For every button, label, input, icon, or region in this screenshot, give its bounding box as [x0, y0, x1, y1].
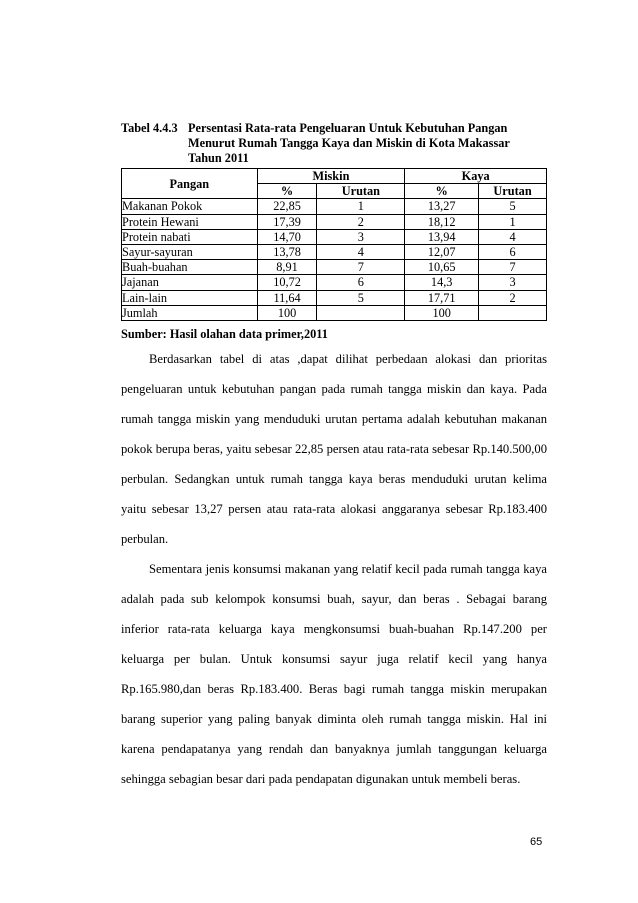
table-caption-line-3: Tahun 2011	[188, 151, 249, 165]
cell-pangan: Protein Hewani	[122, 214, 258, 229]
header-miskin-urutan: Urutan	[317, 184, 405, 199]
cell-miskin-urutan: 7	[317, 260, 405, 275]
cell-miskin-urutan: 1	[317, 199, 405, 214]
table-row	[122, 275, 547, 290]
table-row	[122, 229, 547, 244]
cell-kaya-percent: 14,3	[405, 275, 479, 290]
header-miskin-percent: %	[257, 184, 317, 199]
table-row	[122, 260, 547, 275]
table-caption	[121, 121, 561, 166]
cell-miskin-percent: 14,70	[257, 229, 317, 244]
cell-pangan: Protein nabati	[122, 229, 258, 244]
cell-miskin-percent: 8,91	[257, 260, 317, 275]
header-pangan: Pangan	[122, 169, 258, 199]
cell-kaya-urutan: 7	[479, 260, 547, 275]
cell-miskin-percent: 100	[257, 305, 317, 320]
header-kaya: Kaya	[405, 169, 547, 184]
table-caption-line-1: Persentasi Rata-rata Pengeluaran Untuk Kebutuhan Pangan	[188, 121, 508, 135]
cell-kaya-urutan: 2	[479, 290, 547, 305]
cell-miskin-percent: 13,78	[257, 245, 317, 260]
cell-miskin-urutan: 6	[317, 275, 405, 290]
paragraph: Sementara jenis konsumsi makanan yang relatif kecil pada rumah tangga kaya adalah pada sub kelompok konsumsi buah, sayur, dan beras . Sebagai barang inferior rata-rata keluarga kaya mengkonsumsi buah-buahan Rp.147.200 per keluarga per bulan. Untuk konsumsi sayur juga relatif kecil yang hanya Rp.165.980,dan beras Rp.183.400. Beras bagi rumah tangga miskin merupakan barang superior yang paling banyak diminta oleh rumah tangga miskin. Hal ini karena pendapatanya yang rendah dan banyaknya jumlah tanggungan keluarga sehingga sebagian besar dari pada pendapatan digunakan untuk membeli beras.	[121, 562, 547, 786]
table-source: Sumber: Hasil olahan data primer,2011	[121, 327, 328, 341]
cell-pangan: Jumlah	[122, 305, 258, 320]
cell-pangan: Sayur-sayuran	[122, 245, 258, 260]
cell-kaya-urutan: 6	[479, 245, 547, 260]
data-table	[121, 168, 547, 321]
cell-kaya-percent: 12,07	[405, 245, 479, 260]
cell-pangan: Buah-buahan	[122, 260, 258, 275]
cell-kaya-urutan: 4	[479, 229, 547, 244]
page-number: 65	[530, 836, 543, 848]
cell-pangan: Makanan Pokok	[122, 199, 258, 214]
header-kaya-urutan: Urutan	[479, 184, 547, 199]
cell-kaya-percent: 13,94	[405, 229, 479, 244]
table-row	[122, 245, 547, 260]
cell-miskin-urutan: 5	[317, 290, 405, 305]
table-row-total	[122, 305, 547, 320]
table-caption-line-2: Menurut Rumah Tangga Kaya dan Miskin di Kota Makassar	[188, 136, 510, 150]
cell-miskin-urutan	[317, 305, 405, 320]
cell-miskin-percent: 11,64	[257, 290, 317, 305]
table-row	[122, 214, 547, 229]
body-text	[121, 344, 547, 794]
cell-kaya-urutan	[479, 305, 547, 320]
table-row	[122, 290, 547, 305]
cell-miskin-urutan: 2	[317, 214, 405, 229]
cell-pangan: Lain-lain	[122, 290, 258, 305]
table-row	[122, 199, 547, 214]
cell-miskin-urutan: 3	[317, 229, 405, 244]
cell-miskin-percent: 10,72	[257, 275, 317, 290]
cell-kaya-percent: 10,65	[405, 260, 479, 275]
cell-miskin-percent: 17,39	[257, 214, 317, 229]
cell-kaya-percent: 13,27	[405, 199, 479, 214]
cell-kaya-urutan: 1	[479, 214, 547, 229]
cell-kaya-percent: 18,12	[405, 214, 479, 229]
cell-miskin-urutan: 4	[317, 245, 405, 260]
cell-pangan: Jajanan	[122, 275, 258, 290]
paragraph: Berdasarkan tabel di atas ,dapat dilihat perbedaan alokasi dan prioritas pengeluaran untuk kebutuhan pangan pada rumah tangga miskin dan kaya. Pada rumah tangga miskin yang menduduki urutan pertama adalah kebutuhan makanan pokok berupa beras, yaitu sebesar 22,85 persen atau rata-rata sebesar Rp.140.500,00 perbulan. Sedangkan untuk rumah tangga kaya beras menduduki urutan kelima yaitu sebesar 13,27 persen atau rata-rata alokasi anggaranya sebesar Rp.183.400 perbulan.	[121, 352, 547, 546]
cell-kaya-percent: 17,71	[405, 290, 479, 305]
cell-kaya-urutan: 5	[479, 199, 547, 214]
cell-kaya-percent: 100	[405, 305, 479, 320]
table-caption-label: Tabel 4.4.3	[121, 121, 178, 135]
header-miskin: Miskin	[257, 169, 405, 184]
header-kaya-percent: %	[405, 184, 479, 199]
cell-kaya-urutan: 3	[479, 275, 547, 290]
cell-miskin-percent: 22,85	[257, 199, 317, 214]
